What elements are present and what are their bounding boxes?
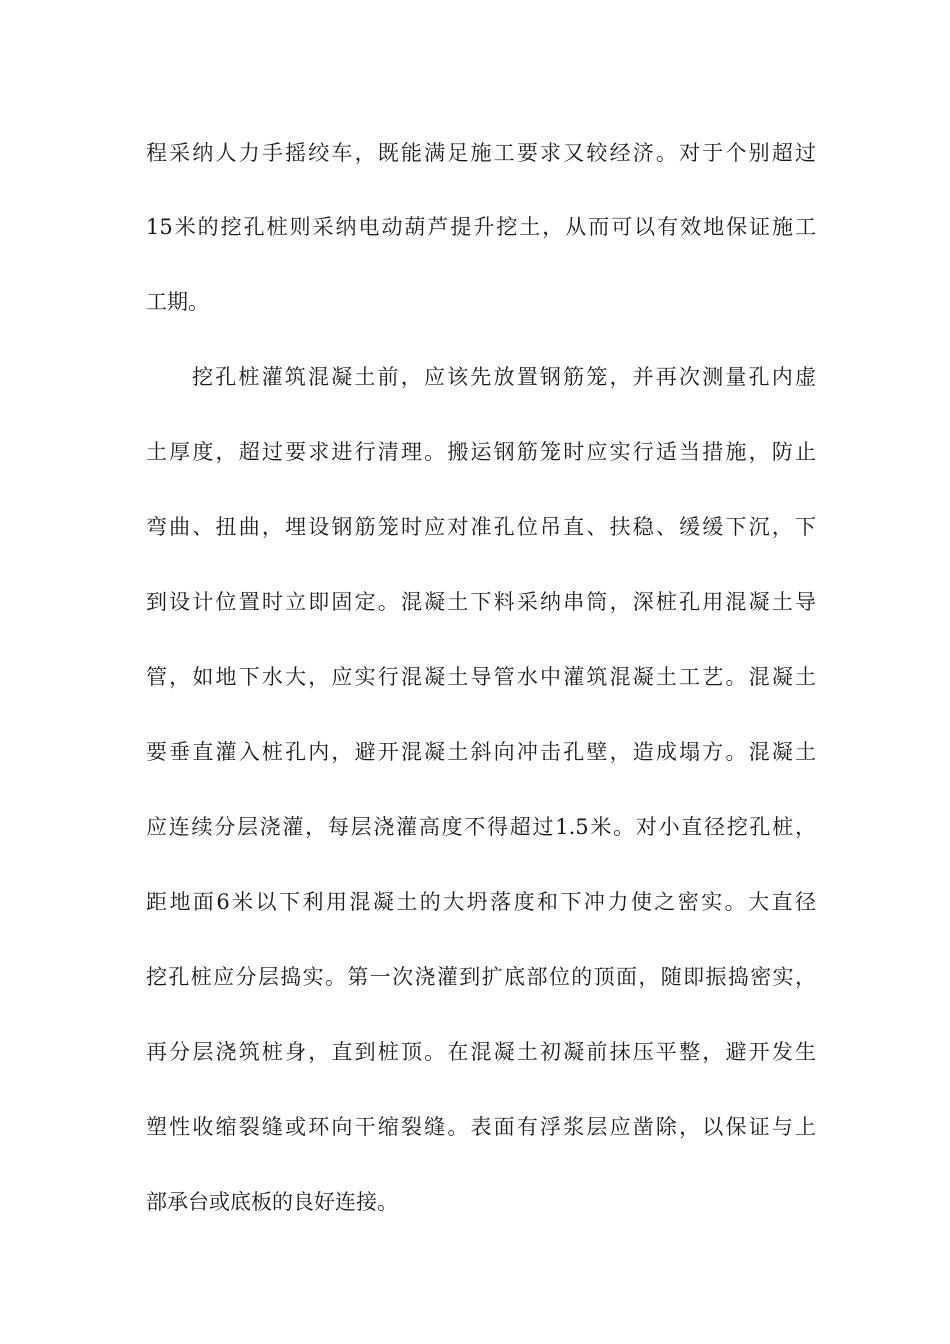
text-line: 工期。: [146, 290, 209, 314]
text-line: 部承台或底板的良好连接。: [146, 1190, 398, 1214]
text-line: 程采纳人力手摇绞车，既能满足施工要求又较经济。对于个别超过: [146, 141, 816, 165]
text-line: 距地面6米以下利用混凝土的大坍落度和下冲力使之密实。大直径: [146, 890, 816, 914]
paragraph-first-line: 挖孔桩灌筑混凝土前，应该先放置钢筋笼，并再次测量孔内虚: [192, 365, 816, 389]
text-line: 挖孔桩应分层捣实。第一次浇灌到扩底部位的顶面，随即振捣密实，: [146, 965, 816, 989]
text-line: 管，如地下水大，应实行混凝土导管水中灌筑混凝土工艺。混凝土: [146, 665, 816, 689]
text-line: 弯曲、扭曲，埋设钢筋笼时应对准孔位吊直、扶稳、缓缓下沉，下: [146, 515, 816, 539]
text-line: 应连续分层浇灌，每层浇灌高度不得超过1.5米。对小直径挖孔桩，: [146, 815, 816, 839]
text-line: 要垂直灌入桩孔内，避开混凝土斜向冲击孔壁，造成塌方。混凝土: [146, 740, 816, 764]
text-line: 土厚度，超过要求进行清理。搬运钢筋笼时应实行适当措施，防止: [146, 440, 816, 464]
text-line: 塑性收缩裂缝或环向干缩裂缝。表面有浮浆层应凿除，以保证与上: [146, 1115, 816, 1139]
text-line: 15米的挖孔桩则采纳电动葫芦提升挖土，从而可以有效地保证施工: [146, 215, 816, 239]
text-line: 再分层浇筑桩身，直到桩顶。在混凝土初凝前抹压平整，避开发生: [146, 1040, 816, 1064]
text-line: 到设计位置时立即固定。混凝土下料采纳串筒，深桩孔用混凝土导: [146, 590, 816, 614]
